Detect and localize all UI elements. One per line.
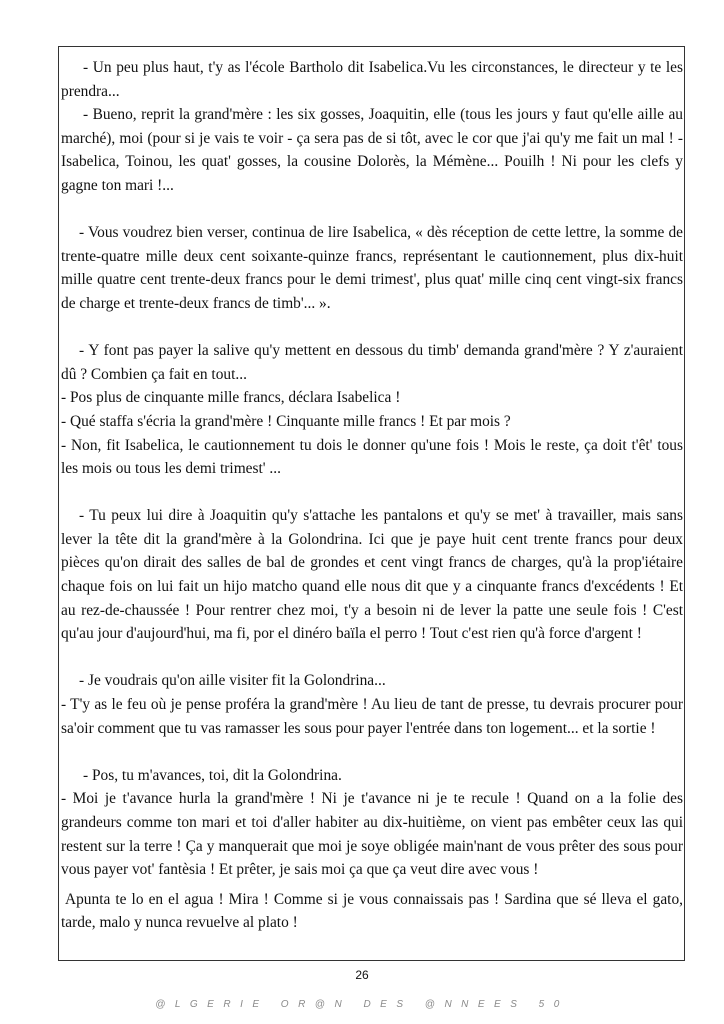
page-number: 26 [355, 968, 369, 982]
paragraph-7: - Non, fit Isabelica, le cautionnement tu dois le donner qu'une fois ! Mois le reste, ça doit t'êt' tous les mois ou tous les demi trimest' ... [61, 436, 683, 478]
paragraph-11: - Pos, tu m'avances, toi, dit la Golondrina. [83, 766, 342, 784]
paragraph-13: Apunta te lo en el agua ! Mira ! Comme si je vous connaissais pas ! Sardina que sé lleva el gato, tarde, malo y nunca revuelve al plato ! [61, 890, 683, 932]
paragraph-9: - Je voudrais qu'on aille visiter fit la Golondrina... [79, 672, 386, 690]
paragraph-5: - Pos plus de cinquante mille francs, déclara Isabelica ! [61, 389, 401, 407]
paragraph-4: - Y font pas payer la salive qu'y mettent en dessous du timb' demanda grand'mère ? Y z'auraient dû ? Combien ça fait en tout... [61, 342, 683, 383]
paragraph-8: - Tu peux lui dire à Joaquitin qu'y s'attache les pantalons et qu'y se met' à travailler, mais sans lever la tête dit la grand'mère à la Golondrina. Ici que je paye huit cent trente francs pour deux pièces qu'on dirait des salles de bal de grondes et cent vingt francs de charges, qu'à la prop'iétaire chaque fois on lui fait un hijo matcho quand elle nous dit que y a cinquante francs d'excédents ! Et au rez-de-chaussée ! Pour rentrer chez moi, t'y a besoin ni de lever la patte une seule fois ! C'est qu'au jour d'aujourd'hui, ma fi, por el dinéro baïla el perro ! Tout c'est rien qu'à force d'argent ! [61, 507, 683, 643]
page-frame [58, 46, 685, 961]
paragraph-12: - Moi je t'avance hurla la grand'mère ! Ni je t'avance ni je te recule ! Quand on a la folie des grandeurs comme ton mari et toi d'aller habiter au dix-huitième, on vient pas embêter ceux las qui restent sur la terre ! Ça y manquerait que moi je soye obligée main'nant de vous prêter des sous pour vous payer vot' fantèsia ! Et prêter, je sais moi ça que ça veut dire avec vous ! [61, 790, 683, 879]
footer-credit: @LGERIE OR@N DES @NNEES 50 [155, 999, 569, 1010]
paragraph-3: - Vous voudrez bien verser, continua de lire Isabelica, « dès réception de cette lettre, la somme de trente-quatre mille deux cent soixante-quinze francs, représentant le cautionnement, plus dix-huit mille quatre cent trente-deux francs pour le demi trimest', plus quat' mille cinq cent vingt-six francs de charge et trente-deux francs de timb'... ». [61, 224, 683, 312]
paragraph-1: - Un peu plus haut, t'y as l'école Bartholo dit Isabelica.Vu les circonstances, le directeur y te les prendra... [61, 59, 683, 100]
paragraph-6: - Qué staffa s'écria la grand'mère ! Cinquante mille francs ! Et par mois ? [61, 412, 511, 430]
paragraph-2: - Bueno, reprit la grand'mère : les six gosses, Joaquitin, elle (tous les jours y faut qu'elle aille au marché), moi (pour si je vais te voir - ça sera pas de si tôt, avec le cor que j'ai qu'y me fait un mal ! - Isabelica, Toinou, les quat' gosses, la cousine Dolorès, la Mémène... Pouilh ! Ni pour les clefs y gagne ton mari !... [61, 106, 683, 194]
paragraph-10: - T'y as le feu où je pense proféra la grand'mère ! Au lieu de tant de presse, tu devrais procurer pour sa'oir comment que tu vas ramasser les sous pour payer l'entrée dans ton logement... et la sortie ! [61, 696, 683, 737]
